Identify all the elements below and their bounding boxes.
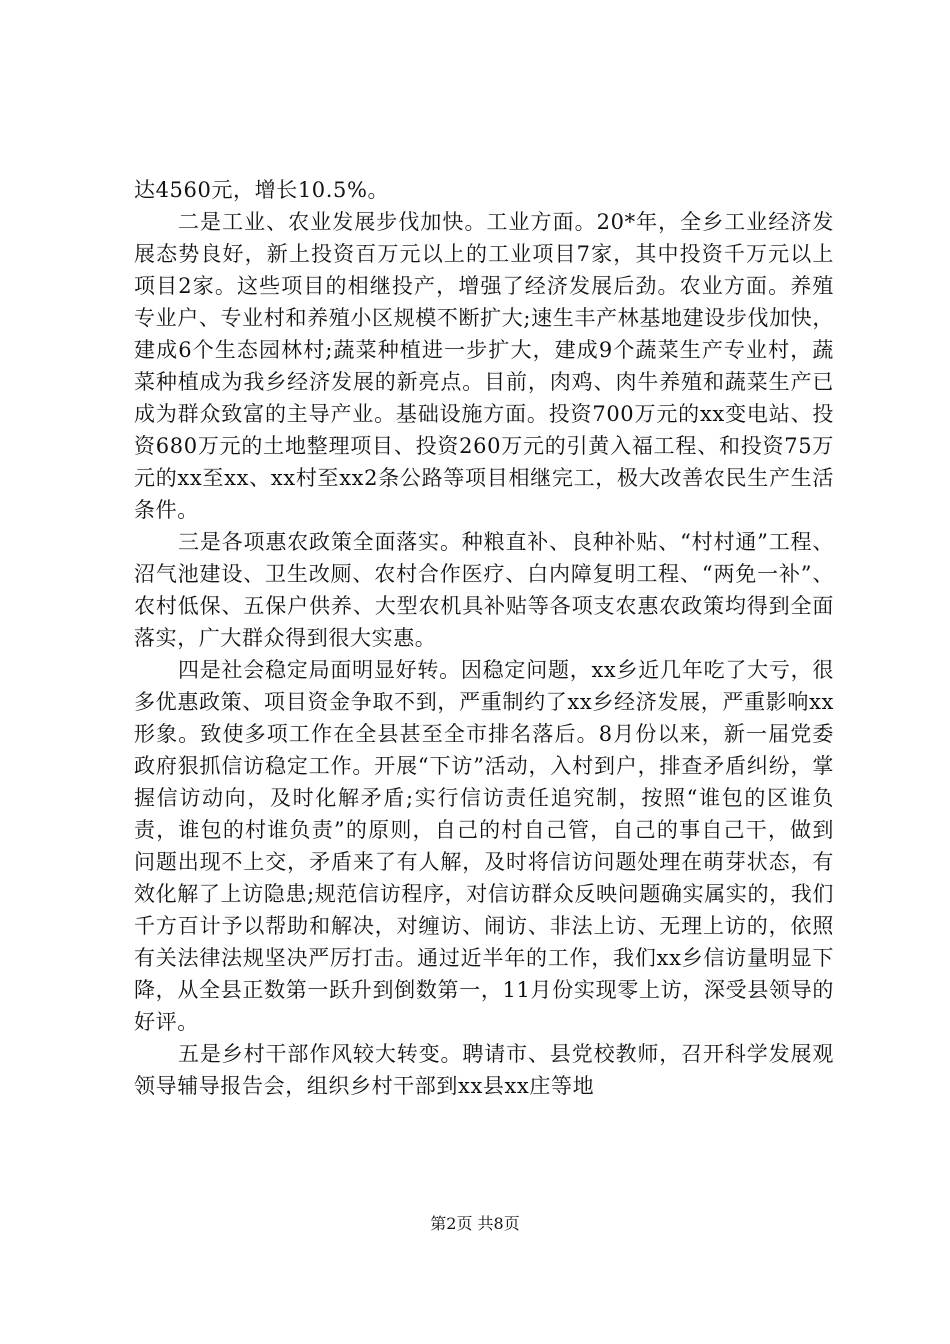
paragraph-industry-agriculture: 二是工业、农业发展步伐加快。工业方面。20*年，全乡工业经济发展态势良好，新上投资百万元以上的工业项目7家，其中投资千万元以上项目2家。这些项目的相继投产，增强了经济发展后劲。农业方面。养殖专业户、专业村和养殖小区规模不断扩大;速生丰产林基地建设步伐加快，建成6个生态园林村;蔬菜种植进一步扩大，建成9个蔬菜生产专业村，蔬菜种植成为我乡经济发展的新亮点。目前，肉鸡、肉牛养殖和蔬菜生产已成为群众致富的主导产业。基础设施方面。投资700万元的xx变电站、投资680万元的土地整理项目、投资260万元的引黄入福工程、和投资75万元的xx至xx、xx村至xx2条公路等项目相继完工，极大改善农民生产生活条件。 — [134, 210, 834, 522]
paragraph-social-stability: 四是社会稳定局面明显好转。因稳定问题，xx乡近几年吃了大亏，很多优惠政策、项目资金争取不到，严重制约了xx乡经济发展，严重影响xx形象。致使多项工作在全县甚至全市排名落后。8月份以来，新一届党委政府狠抓信访稳定工作。开展“下访”活动，入村到户，排查矛盾纠纷，掌握信访动向，及时化解矛盾;实行信访责任追究制，按照“谁包的区谁负责，谁包的村谁负责”的原则，自己的村自己管，自己的事自己干，做到问题出现不上交，矛盾来了有人解，及时将信访问题处理在萌芽状态，有效化解了上访隐患;规范信访程序，对信访群众反映问题确实属实的，我们千方百计予以帮助和解决，对缠访、闹访、非法上访、无理上访的，依照有关法律法规坚决严厉打击。通过近半年的工作，我们xx乡信访量明显下降，从全县正数第一跃升到倒数第一，11月份实现零上访，深受县领导的好评。 — [134, 658, 834, 1034]
paragraph-continuation: 达4560元，增长10.5%。 — [134, 178, 390, 202]
page-footer: 第2页 共8页 — [430, 1214, 520, 1233]
paragraph-cadre-style: 五是乡村干部作风较大转变。聘请市、县党校教师，召开科学发展观领导辅导报告会，组织乡村干部到xx县xx庄等地 — [134, 1042, 834, 1098]
document-body — [134, 174, 834, 1102]
paragraph-agricultural-policy: 三是各项惠农政策全面落实。种粮直补、良种补贴、“村村通”工程、沼气池建设、卫生改厕、农村合作医疗、白内障复明工程、“两免一补”、农村低保、五保户供养、大型农机具补贴等各项支农惠农政策均得到全面落实，广大群众得到很大实惠。 — [134, 530, 834, 650]
